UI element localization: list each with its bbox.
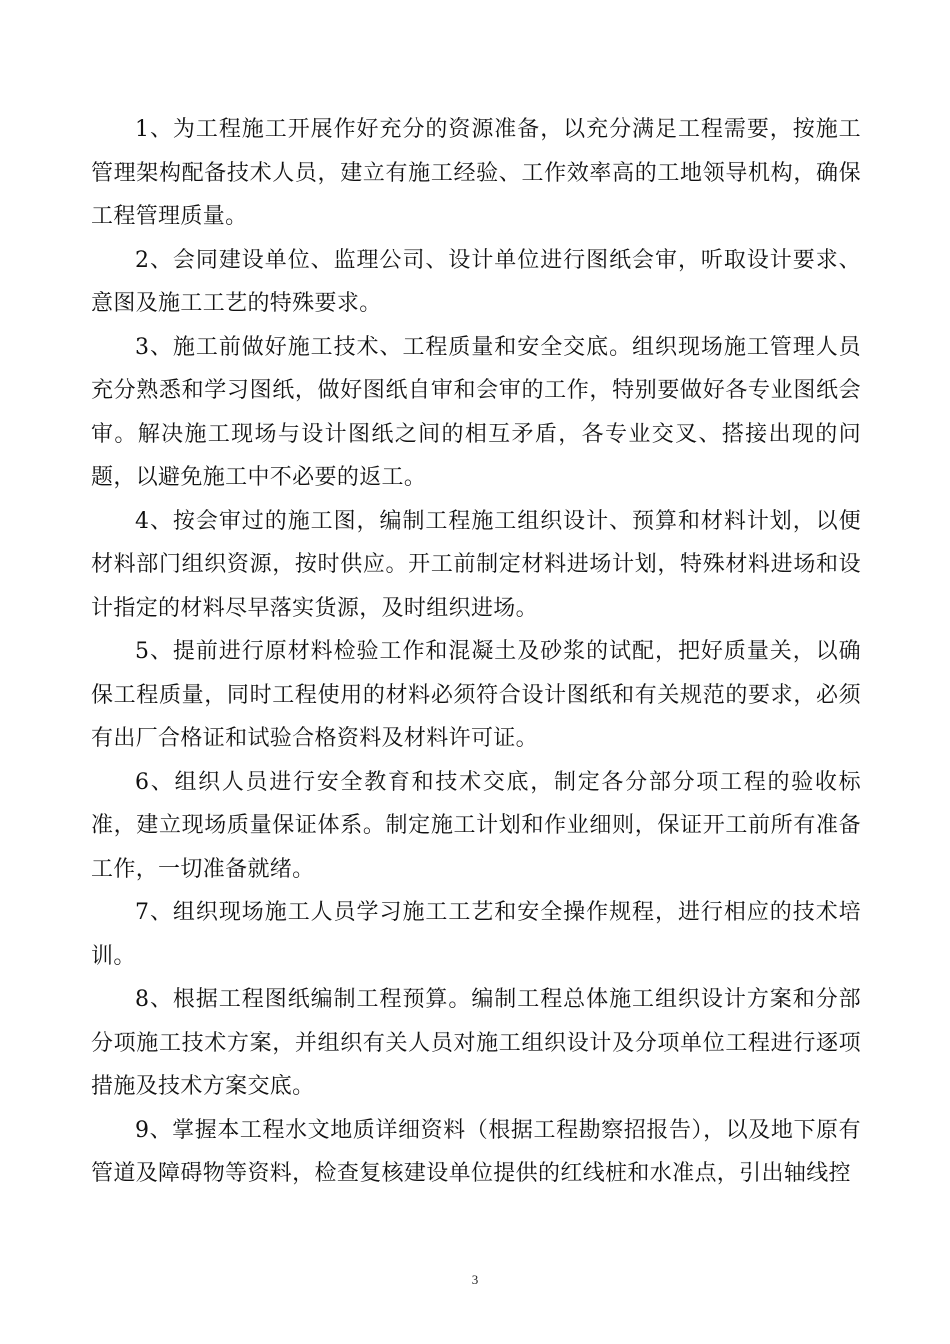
paragraph-6: 6、组织人员进行安全教育和技术交底，制定各分部分项工程的验收标准，建立现场质量保证体系。制定施工计划和作业细则，保证开工前所有准备工作，一切准备就绪。 bbox=[91, 769, 861, 882]
paragraph-4: 4、按会审过的施工图，编制工程施工组织设计、预算和材料计划，以便材料部门组织资源，按时供应。开工前制定材料进场计划，特殊材料进场和设计指定的材料尽早落实货源，及时组织进场。 bbox=[91, 508, 861, 621]
page-number: 3 bbox=[471, 1272, 479, 1287]
page-body bbox=[91, 108, 861, 1196]
paragraph-2: 2、会同建设单位、监理公司、设计单位进行图纸会审，听取设计要求、意图及施工工艺的特殊要求。 bbox=[91, 247, 861, 316]
paragraph-1: 1、为工程施工开展作好充分的资源准备，以充分满足工程需要，按施工管理架构配备技术人员，建立有施工经验、工作效率高的工地领导机构，确保工程管理质量。 bbox=[91, 117, 861, 229]
paragraph-8: 8、根据工程图纸编制工程预算。编制工程总体施工组织设计方案和分部分项施工技术方案，并组织有关人员对施工组织设计及分项单位工程进行逐项措施及技术方案交底。 bbox=[91, 987, 861, 1099]
paragraph-9: 9、掌握本工程水文地质详细资料（根据工程勘察招报告），以及地下原有管道及障碍物等资料，检查复核建设单位提供的红线桩和水准点，引出轴线控 bbox=[91, 1117, 861, 1186]
paragraph-7: 7、组织现场施工人员学习施工工艺和安全操作规程，进行相应的技术培训。 bbox=[91, 900, 861, 969]
paragraph-3: 3、施工前做好施工技术、工程质量和安全交底。组织现场施工管理人员充分熟悉和学习图纸，做好图纸自审和会审的工作，特别要做好各专业图纸会审。解决施工现场与设计图纸之间的相互矛盾，各专业交叉、搭接出现的问题，以避免施工中不必要的返工。 bbox=[91, 334, 861, 490]
paragraph-5: 5、提前进行原材料检验工作和混凝土及砂浆的试配，把好质量关，以确保工程质量，同时工程使用的材料必须符合设计图纸和有关规范的要求，必须有出厂合格证和试验合格资料及材料许可证。 bbox=[91, 639, 861, 751]
